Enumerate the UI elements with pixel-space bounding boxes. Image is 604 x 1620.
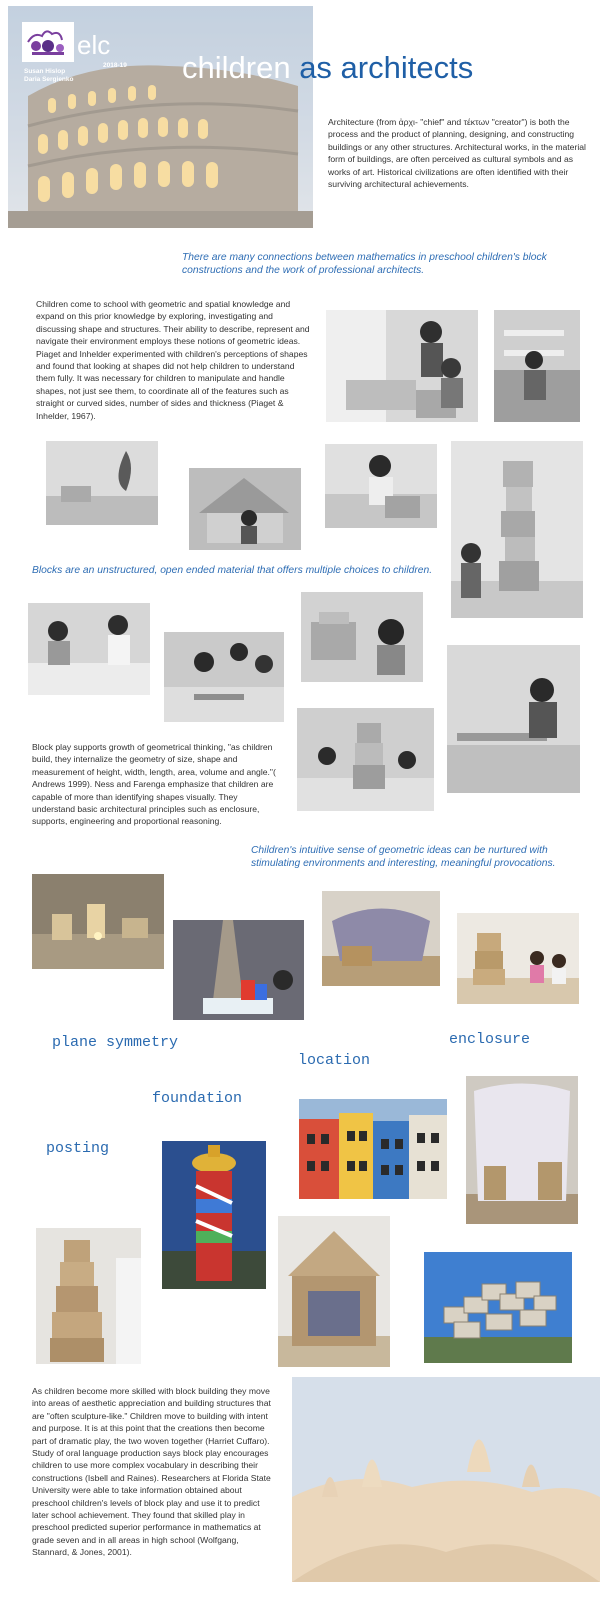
photo-blanket-fort	[322, 891, 440, 986]
photo-classroom-blocks	[46, 441, 158, 525]
photo-lit-cardboard-city	[32, 874, 164, 969]
paragraph-aesthetic-appreciation: As children become more skilled with block building they move into areas of aesthetic appreciation and building structures that are "often sculpture-like." Children move to building with intent and purpose. It is at this point that the creations then become part of dramatic play, the two woven together (Harriet Cuffaro). Study of oral language production says block play encourages children to use more complex vocabulary in describing their constructions (Isbell and Raines). Researchers at Florida State University were able to take information obtained about preschool children's levels of block play and use it to predict later school achievement. They found that skilled play in preschool predicted superior performance in mathematics at grade seven and in all areas in high school (Wolfgang, Stannard, & Jones, 2001).	[32, 1386, 271, 1558]
photo-box-tower-shelf	[36, 1228, 141, 1364]
title-word-children: children	[182, 50, 291, 85]
photo-light-table-child	[173, 920, 304, 1020]
paragraph-geometric-knowledge: Children come to school with geometric and spatial knowledge and expand on this prior knowledge by exploring, investigating and discussing shape and structures. Their ability to describe, represent and navigate their environment employs these notions of geometric ideas. Piaget and Inhelder experimented with children's perceptions of shapes and found that looking at shapes did not help children to understand them fully. It was necessary for children to manipulate and handle shapes, not just see them, to coordinate all of the features such as straight or curved sides, number of sides and thickness (Piaget & Inhelder, 1967).	[36, 299, 310, 421]
photo-child-shelf-build	[494, 310, 580, 422]
photo-children-floor-blocks	[164, 632, 284, 722]
intro-text: Architecture (from ἀρχι- "chief" and τέκτων "creator") is both the process and the product of planning, designing, and constructing buildings or any other structures. Architectural works, in the material form of buildings, are often perceived as cultural symbols and as works of art. Historical civilizations are often identified with their surviving architectural achievements.	[328, 117, 586, 190]
photo-fabric-tent-structure	[466, 1076, 578, 1224]
photo-habitat-67	[424, 1252, 572, 1363]
photo-hundertwasser-tower	[162, 1141, 266, 1289]
concept-plane-symmetry: plane symmetry	[52, 1034, 179, 1051]
photo-long-block-bridge	[447, 645, 580, 793]
photo-roof-structure	[189, 468, 301, 550]
photo-stacked-boxes-group	[297, 708, 434, 811]
quote-mathematics-connections: There are many connections between mathematics in preschool children's block constructions and the work of professional architects.	[182, 252, 547, 276]
photo-children-box-tower	[457, 913, 579, 1004]
photo-casa-mila-roof	[292, 1377, 600, 1582]
title-word-architects: as architects	[299, 50, 474, 85]
photo-children-table	[28, 603, 150, 695]
photo-box-construction	[301, 592, 423, 682]
logo-text: elc	[77, 30, 111, 60]
quote-blocks-unstructured: Blocks are an unstructured, open ended material that offers multiple choices to children.	[32, 565, 433, 576]
concept-foundation: foundation	[152, 1090, 243, 1107]
year-label: 2018-19	[103, 62, 127, 69]
photo-tall-tower	[451, 441, 583, 618]
author-name-2: Daria Sergienko	[24, 76, 74, 83]
concept-location: location	[298, 1052, 371, 1069]
paragraph-block-play-geometry: Block play supports growth of geometrical thinking, "as children build, they internalize the geometry of size, shape and measurement of height, width, length, area, volume and angle."( Andrews 1999). Ness and Farenga emphasize that children are capable of more than identifying shapes visually. They understand basic architectural principles such as enclosure, supports, engineering and proportional reasoning.	[32, 742, 276, 827]
page-title	[182, 50, 473, 86]
concept-enclosure: enclosure	[449, 1031, 531, 1048]
photo-child-with-box	[325, 444, 437, 528]
photo-children-block-house	[326, 310, 478, 422]
author-name-1: Susan Hislop	[24, 68, 66, 75]
photo-hundertwasser-house	[299, 1099, 447, 1199]
elc-logo	[22, 22, 74, 62]
concept-posting: posting	[46, 1140, 110, 1157]
quote-intuitive-sense: Children's intuitive sense of geometric ideas can be nurtured with stimulating environments and interesting, meaningful provocations.	[251, 845, 556, 869]
photo-box-house-draped	[278, 1216, 390, 1367]
